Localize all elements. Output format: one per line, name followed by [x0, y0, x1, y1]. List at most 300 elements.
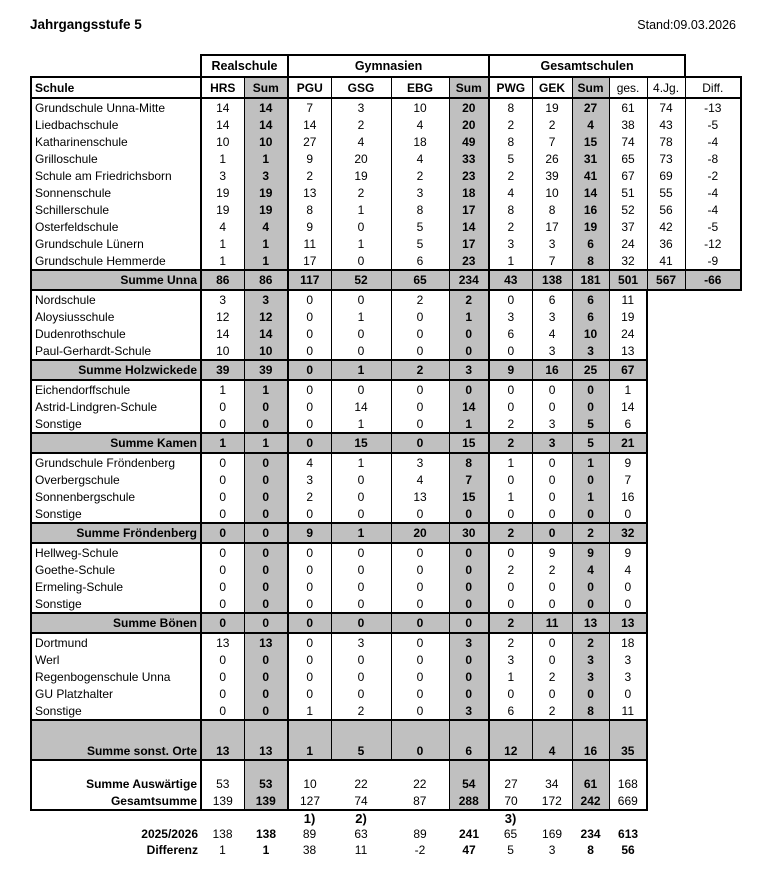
empty-cell [685, 523, 741, 543]
value-cell: 0 [391, 543, 449, 561]
bottom-row-value: 89 [288, 826, 331, 842]
table-row [31, 55, 741, 77]
value-cell: 0 [532, 685, 572, 702]
value-cell: 10 [201, 133, 244, 150]
empty-cell [572, 760, 609, 775]
value-cell: 1 [331, 308, 391, 325]
value-cell: 0 [244, 398, 288, 415]
empty-cell [572, 810, 609, 826]
table-row [31, 826, 741, 842]
value-cell: 4 [331, 133, 391, 150]
value-cell: 0 [391, 633, 449, 651]
value-cell: 4 [572, 116, 609, 133]
value-cell: 0 [288, 685, 331, 702]
summary-value: 3 [449, 360, 489, 380]
value-cell: 19 [244, 184, 288, 201]
value-cell: 0 [331, 342, 391, 360]
value-cell: 1 [489, 252, 532, 270]
value-cell: 2 [331, 184, 391, 201]
value-cell: 1 [244, 252, 288, 270]
empty-cell [647, 685, 685, 702]
value-cell: -13 [685, 98, 741, 116]
value-cell: 4 [489, 184, 532, 201]
empty-cell [685, 325, 741, 342]
value-cell: 10 [532, 184, 572, 201]
summary-value: 9 [288, 523, 331, 543]
value-cell: 32 [609, 252, 647, 270]
summary-value: 0 [532, 523, 572, 543]
summary-value: 0 [391, 433, 449, 453]
empty-cell [685, 415, 741, 433]
summary-value: 3 [532, 433, 572, 453]
value-cell: 0 [244, 415, 288, 433]
value-cell: 9 [288, 218, 331, 235]
value-cell: 10 [572, 325, 609, 342]
empty-cell [685, 471, 741, 488]
summary-label: Summe Holzwickede [31, 360, 201, 380]
value-cell: -8 [685, 150, 741, 167]
value-cell: 0 [201, 398, 244, 415]
empty-cell [647, 633, 685, 651]
empty-cell [331, 760, 391, 775]
value-cell: 27 [572, 98, 609, 116]
value-cell: 0 [391, 702, 449, 720]
value-cell: 2 [532, 668, 572, 685]
total-value: 168 [609, 775, 647, 792]
summary-value: -66 [685, 270, 741, 290]
column-header: Sum [572, 77, 609, 98]
value-cell: 14 [609, 398, 647, 415]
empty-cell [685, 633, 741, 651]
empty-cell [685, 792, 741, 810]
value-cell: 0 [532, 578, 572, 595]
table-row [31, 133, 741, 150]
value-cell: 3 [244, 290, 288, 308]
value-cell: 3 [609, 651, 647, 668]
value-cell: 9 [609, 543, 647, 561]
summary-value: 16 [572, 720, 609, 760]
value-cell: 19 [201, 184, 244, 201]
empty-cell [532, 810, 572, 826]
value-cell: 3 [391, 453, 449, 471]
value-cell: 0 [201, 578, 244, 595]
value-cell: 19 [532, 98, 572, 116]
table-row [31, 633, 741, 651]
value-cell: 0 [489, 685, 532, 702]
school-name: Katharinenschule [31, 133, 201, 150]
value-cell: 55 [647, 184, 685, 201]
value-cell: 1 [331, 235, 391, 252]
table-row [31, 702, 741, 720]
empty-cell [31, 810, 201, 826]
value-cell: 0 [532, 505, 572, 523]
column-header: Sum [449, 77, 489, 98]
page-header [30, 17, 736, 32]
total-value: 288 [449, 792, 489, 810]
value-cell: 2 [489, 633, 532, 651]
value-cell: 0 [288, 633, 331, 651]
value-cell: 1 [201, 150, 244, 167]
value-cell: -4 [685, 133, 741, 150]
school-name: Grundschule Fröndenberg [31, 453, 201, 471]
value-cell: 5 [489, 150, 532, 167]
value-cell: -4 [685, 184, 741, 201]
value-cell: 0 [201, 685, 244, 702]
summary-value: 0 [288, 360, 331, 380]
value-cell: 2 [572, 633, 609, 651]
value-cell: 3 [572, 651, 609, 668]
value-cell: 0 [288, 325, 331, 342]
empty-cell [685, 578, 741, 595]
empty-cell [685, 380, 741, 398]
column-header: GEK [532, 77, 572, 98]
bottom-row-value: 65 [489, 826, 532, 842]
table-row [31, 184, 741, 201]
total-value: 54 [449, 775, 489, 792]
group-header-spacer [685, 55, 741, 77]
value-cell: 37 [609, 218, 647, 235]
value-cell: 0 [244, 685, 288, 702]
empty-cell [685, 651, 741, 668]
value-cell: 67 [609, 167, 647, 184]
value-cell: 3 [201, 167, 244, 184]
empty-cell [685, 398, 741, 415]
school-name: Nordschule [31, 290, 201, 308]
value-cell: 0 [449, 543, 489, 561]
school-name: Schule am Friedrichsborn [31, 167, 201, 184]
value-cell: 0 [532, 595, 572, 613]
empty-cell [532, 760, 572, 775]
table-row [31, 150, 741, 167]
value-cell: 0 [201, 505, 244, 523]
table-row [31, 308, 741, 325]
value-cell: 0 [489, 380, 532, 398]
page-title: Jahrgangsstufe 5 [30, 17, 142, 32]
bottom-row-value: 138 [201, 826, 244, 842]
value-cell: 17 [449, 235, 489, 252]
value-cell: 0 [331, 651, 391, 668]
summary-value: 1 [201, 433, 244, 453]
summary-value: 15 [331, 433, 391, 453]
value-cell: 39 [532, 167, 572, 184]
school-name: Grundschule Unna-Mitte [31, 98, 201, 116]
value-cell: 0 [244, 505, 288, 523]
value-cell: 3 [532, 235, 572, 252]
value-cell: 1 [201, 235, 244, 252]
table-row [31, 792, 741, 810]
value-cell: 0 [489, 578, 532, 595]
value-cell: 4 [391, 471, 449, 488]
value-cell: 0 [288, 578, 331, 595]
empty-cell [609, 760, 647, 775]
footnote-marker: 2) [331, 810, 391, 826]
summary-value: 1 [288, 720, 331, 760]
value-cell: 0 [331, 543, 391, 561]
value-cell: 0 [288, 651, 331, 668]
value-cell: 0 [288, 380, 331, 398]
value-cell: 0 [391, 685, 449, 702]
value-cell: 42 [647, 218, 685, 235]
table-row [31, 760, 741, 775]
summary-value: 0 [288, 433, 331, 453]
value-cell: 11 [609, 290, 647, 308]
value-cell: 0 [331, 290, 391, 308]
value-cell: 1 [201, 380, 244, 398]
value-cell: 1 [244, 235, 288, 252]
value-cell: 0 [449, 380, 489, 398]
value-cell: 0 [449, 505, 489, 523]
empty-cell [244, 810, 288, 826]
value-cell: 0 [288, 290, 331, 308]
value-cell: 0 [201, 561, 244, 578]
value-cell: 18 [609, 633, 647, 651]
total-label: Summe Auswärtige [31, 775, 201, 792]
value-cell: 9 [609, 453, 647, 471]
value-cell: 8 [489, 201, 532, 218]
empty-cell [685, 810, 741, 826]
summary-value: 5 [572, 433, 609, 453]
value-cell: 2 [532, 702, 572, 720]
table-row [31, 543, 741, 561]
bottom-row-label: 2025/2026 [31, 826, 201, 842]
summary-value: 9 [489, 360, 532, 380]
summary-value: 13 [609, 613, 647, 633]
value-cell: 1 [489, 488, 532, 505]
bottom-row-value: 5 [489, 842, 532, 858]
value-cell: 0 [391, 595, 449, 613]
value-cell: 13 [609, 342, 647, 360]
value-cell: 14 [288, 116, 331, 133]
value-cell: 0 [391, 505, 449, 523]
value-cell: 0 [391, 668, 449, 685]
summary-value: 567 [647, 270, 685, 290]
summary-label: Summe Bönen [31, 613, 201, 633]
value-cell: 11 [609, 702, 647, 720]
total-value: 70 [489, 792, 532, 810]
value-cell: -2 [685, 167, 741, 184]
value-cell: 0 [331, 218, 391, 235]
value-cell: 33 [449, 150, 489, 167]
school-name: Sonstige [31, 595, 201, 613]
value-cell: 4 [609, 561, 647, 578]
empty-cell [685, 775, 741, 792]
value-cell: 15 [572, 133, 609, 150]
table-row [31, 523, 741, 543]
value-cell: 1 [201, 252, 244, 270]
value-cell: 13 [201, 633, 244, 651]
empty-cell [647, 380, 685, 398]
total-value: 53 [244, 775, 288, 792]
value-cell: 0 [288, 505, 331, 523]
value-cell: 0 [532, 398, 572, 415]
column-header: PGU [288, 77, 331, 98]
value-cell: 0 [391, 342, 449, 360]
column-header: HRS [201, 77, 244, 98]
table-row [31, 290, 741, 308]
school-name: Paul-Gerhardt-Schule [31, 342, 201, 360]
empty-cell [685, 453, 741, 471]
bottom-row-label: Differenz [31, 842, 201, 858]
value-cell: 0 [532, 471, 572, 488]
value-cell: 0 [201, 453, 244, 471]
summary-value: 39 [201, 360, 244, 380]
table-row [31, 651, 741, 668]
value-cell: 8 [572, 702, 609, 720]
value-cell: 0 [609, 505, 647, 523]
empty-cell [31, 760, 201, 775]
value-cell: 14 [244, 98, 288, 116]
table-row [31, 398, 741, 415]
value-cell: 10 [244, 133, 288, 150]
table-row [31, 842, 741, 858]
value-cell: 0 [201, 543, 244, 561]
school-name: Sonstige [31, 505, 201, 523]
value-cell: 74 [609, 133, 647, 150]
value-cell: -4 [685, 201, 741, 218]
value-cell: 3 [449, 702, 489, 720]
value-cell: 0 [532, 488, 572, 505]
empty-cell [609, 810, 647, 826]
value-cell: 9 [532, 543, 572, 561]
empty-cell [685, 613, 741, 633]
table-row [31, 252, 741, 270]
value-cell: 1 [449, 308, 489, 325]
value-cell: 0 [391, 415, 449, 433]
table-row [31, 561, 741, 578]
school-name: Grilloschule [31, 150, 201, 167]
value-cell: 16 [572, 201, 609, 218]
value-cell: 1 [609, 380, 647, 398]
value-cell: 69 [647, 167, 685, 184]
value-cell: 56 [647, 201, 685, 218]
table-row [31, 380, 741, 398]
group-header-spacer [31, 55, 201, 77]
total-value: 87 [391, 792, 449, 810]
bottom-row-value: 138 [244, 826, 288, 842]
summary-value: 501 [609, 270, 647, 290]
school-name: Sonnenschule [31, 184, 201, 201]
empty-cell [685, 842, 741, 858]
empty-cell [647, 595, 685, 613]
value-cell: 0 [201, 702, 244, 720]
empty-cell [685, 543, 741, 561]
table-row [31, 505, 741, 523]
empty-cell [647, 505, 685, 523]
summary-value: 138 [532, 270, 572, 290]
value-cell: 73 [647, 150, 685, 167]
total-value: 242 [572, 792, 609, 810]
value-cell: 0 [572, 505, 609, 523]
value-cell: 0 [331, 505, 391, 523]
value-cell: 14 [244, 325, 288, 342]
value-cell: 0 [391, 325, 449, 342]
value-cell: 6 [532, 290, 572, 308]
value-cell: 5 [391, 235, 449, 252]
value-cell: 14 [244, 116, 288, 133]
school-name: Grundschule Lünern [31, 235, 201, 252]
value-cell: 0 [331, 252, 391, 270]
value-cell: 14 [201, 116, 244, 133]
empty-cell [647, 398, 685, 415]
empty-cell [685, 342, 741, 360]
value-cell: 8 [532, 201, 572, 218]
value-cell: 0 [244, 595, 288, 613]
value-cell: 18 [449, 184, 489, 201]
value-cell: 19 [331, 167, 391, 184]
value-cell: 2 [489, 116, 532, 133]
column-header: ges. [609, 77, 647, 98]
school-name: Overbergschule [31, 471, 201, 488]
value-cell: 0 [244, 561, 288, 578]
value-cell: 26 [532, 150, 572, 167]
summary-value: 0 [331, 613, 391, 633]
value-cell: 17 [532, 218, 572, 235]
value-cell: -9 [685, 252, 741, 270]
value-cell: 10 [391, 98, 449, 116]
value-cell: 6 [391, 252, 449, 270]
value-cell: 0 [201, 488, 244, 505]
table-row [31, 415, 741, 433]
value-cell: 6 [489, 325, 532, 342]
value-cell: 0 [609, 595, 647, 613]
summary-value: 2 [489, 613, 532, 633]
column-header: Sum [244, 77, 288, 98]
empty-cell [647, 360, 685, 380]
summary-value: 0 [391, 613, 449, 633]
value-cell: 13 [288, 184, 331, 201]
value-cell: 6 [572, 290, 609, 308]
value-cell: 4 [572, 561, 609, 578]
value-cell: 0 [489, 595, 532, 613]
empty-cell [647, 720, 685, 760]
value-cell: 3 [391, 184, 449, 201]
value-cell: 4 [532, 325, 572, 342]
school-name: Schillerschule [31, 201, 201, 218]
value-cell: 8 [449, 453, 489, 471]
value-cell: -5 [685, 116, 741, 133]
value-cell: 1 [489, 453, 532, 471]
value-cell: 0 [449, 561, 489, 578]
summary-value: 0 [244, 613, 288, 633]
table-row [31, 595, 741, 613]
empty-cell [647, 543, 685, 561]
summary-value: 30 [449, 523, 489, 543]
value-cell: 0 [331, 685, 391, 702]
summary-value: 0 [391, 720, 449, 760]
value-cell: 11 [288, 235, 331, 252]
summary-value: 5 [331, 720, 391, 760]
total-value: 61 [572, 775, 609, 792]
empty-cell [647, 325, 685, 342]
school-name: Grundschule Hemmerde [31, 252, 201, 270]
table-row [31, 325, 741, 342]
empty-cell [685, 488, 741, 505]
value-cell: 10 [201, 342, 244, 360]
total-value: 22 [354, 776, 368, 791]
value-cell: 0 [244, 578, 288, 595]
summary-value: 0 [244, 523, 288, 543]
summary-value: 67 [609, 360, 647, 380]
bottom-row-value: 8 [572, 842, 609, 858]
value-cell: 19 [609, 308, 647, 325]
column-header: Schule [31, 77, 201, 98]
empty-cell [647, 668, 685, 685]
table-row [31, 116, 741, 133]
value-cell: 52 [609, 201, 647, 218]
stand-date: Stand:09.03.2026 [637, 18, 736, 32]
value-cell: 0 [609, 685, 647, 702]
value-cell: 0 [532, 651, 572, 668]
